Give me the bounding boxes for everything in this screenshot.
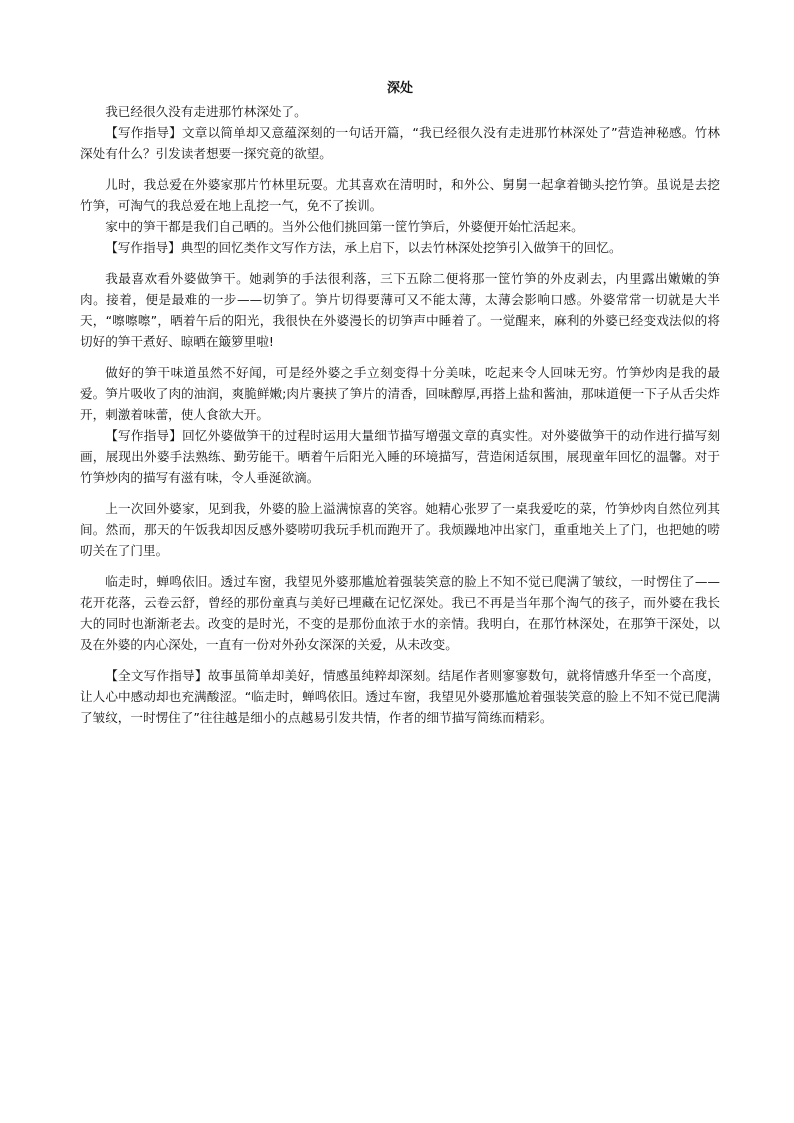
writing-guide-paragraph: 【写作指导】典型的回忆类作文写作方法，承上启下，以去竹林深处挖笋引入做笋干的回忆。 — [105, 240, 622, 255]
paragraph-opening: 我已经很久没有走进那竹林深处了。 — [105, 104, 307, 119]
writing-guide-paragraph: 【写作指导】文章以简单却又意蕴深刻的一句话开篇，“我已经很久没有走进那竹林深处了”营造神秘感。竹林深处有什么？引发读者想要一探究竟的欲望。 — [80, 125, 720, 161]
paragraph-grandma-making: 我最喜欢看外婆做笋干。她剥笋的手法很利落，三下五除二便将那一筐竹笋的外皮剥去，内里露出嫩嫩的笋肉。接着，便是最难的一步——切笋了。笋片切得要薄可又不能太薄，太薄会影响口感。外婆常常一切就是大半天，“嚓嚓嚓”，晒着午后的阳光，我很快在外婆漫长的切笋声中睡着了。一觉醒来，麻利的外婆已经变戏法似的将切好的笋干煮好、晾晒在簸箩里啦! — [80, 271, 720, 349]
paragraph-childhood: 儿时，我总爱在外婆家那片竹林里玩耍。尤其喜欢在清明时，和外公、舅舅一起拿着锄头挖竹笋。虽说是去挖竹笋，可淘气的我总爱在地上乱挖一气，免不了挨训。 — [80, 177, 720, 213]
paragraph-home-bamboo-shoots: 家中的笋干都是我们自己晒的。当外公他们挑回第一筐竹笋后，外婆便开始忙活起来。 — [105, 219, 584, 234]
full-text-writing-guide: 【全文写作指导】故事虽简单却美好，情感虽纯粹却深刻。结尾作者则寥寥数句，就将情感升华至一个高度，让人心中感动却也充满酸涩。“临走时，蝉鸣依旧。透过车窗，我望见外婆那尴尬着强装笑意的脸上不知不觉已爬满了皱纹，一时愣住了”往往越是细小的点越易引发共情，作者的细节描写简练而精彩。 — [80, 668, 720, 725]
writing-guide-paragraph: 【写作指导】回忆外婆做笋干的过程时运用大量细节描写增强文章的真实性。对外婆做笋干的动作进行描写刻画，展现出外婆手法熟练、勤劳能干。晒着午后阳光入睡的环境描写，营造闲适氛围，展现童年回忆的温馨。对于竹笋炒肉的描写有滋有味，令人垂涎欲滴。 — [80, 428, 720, 485]
document-page — [80, 78, 720, 728]
paragraph-taste: 做好的笋干味道虽然不好闻，可是经外婆之手立刻变得十分美味，吃起来令人回味无穷。竹笋炒肉是我的最爱。笋片吸收了肉的油润，爽脆鲜嫩;肉片裹挟了笋片的清香，回味醇厚,再搭上盐和酱油，那味道便一下子从舌尖炸开，刺激着味蕾，使人食欲大开。 — [80, 365, 720, 422]
paragraph-last-visit: 上一次回外婆家，见到我，外婆的脸上溢满惊喜的笑容。她精心张罗了一桌我爱吃的菜，竹笋炒肉自然位列其间。然而，那天的午饭我却因反感外婆唠叨我玩手机而跑开了。我烦躁地冲出家门，重重地关上了门，也把她的唠叨关在了门里。 — [80, 501, 720, 558]
page-title: 深处 — [386, 81, 413, 96]
paragraph-departure: 临走时，蝉鸣依旧。透过车窗，我望见外婆那尴尬着强装笑意的脸上不知不觉已爬满了皱纹，一时愣住了——花开花落，云卷云舒，曾经的那份童真与美好已埋藏在记忆深处。我已不再是当年那个淘气的孩子，而外婆在我长大的同时也渐渐老去。改变的是时光，不变的是那份血浓于水的亲情。我明白，在那竹林深处，在那笋干深处，以及在外婆的内心深处，一直有一份对外孙女深深的关爱，从未改变。 — [80, 574, 720, 652]
